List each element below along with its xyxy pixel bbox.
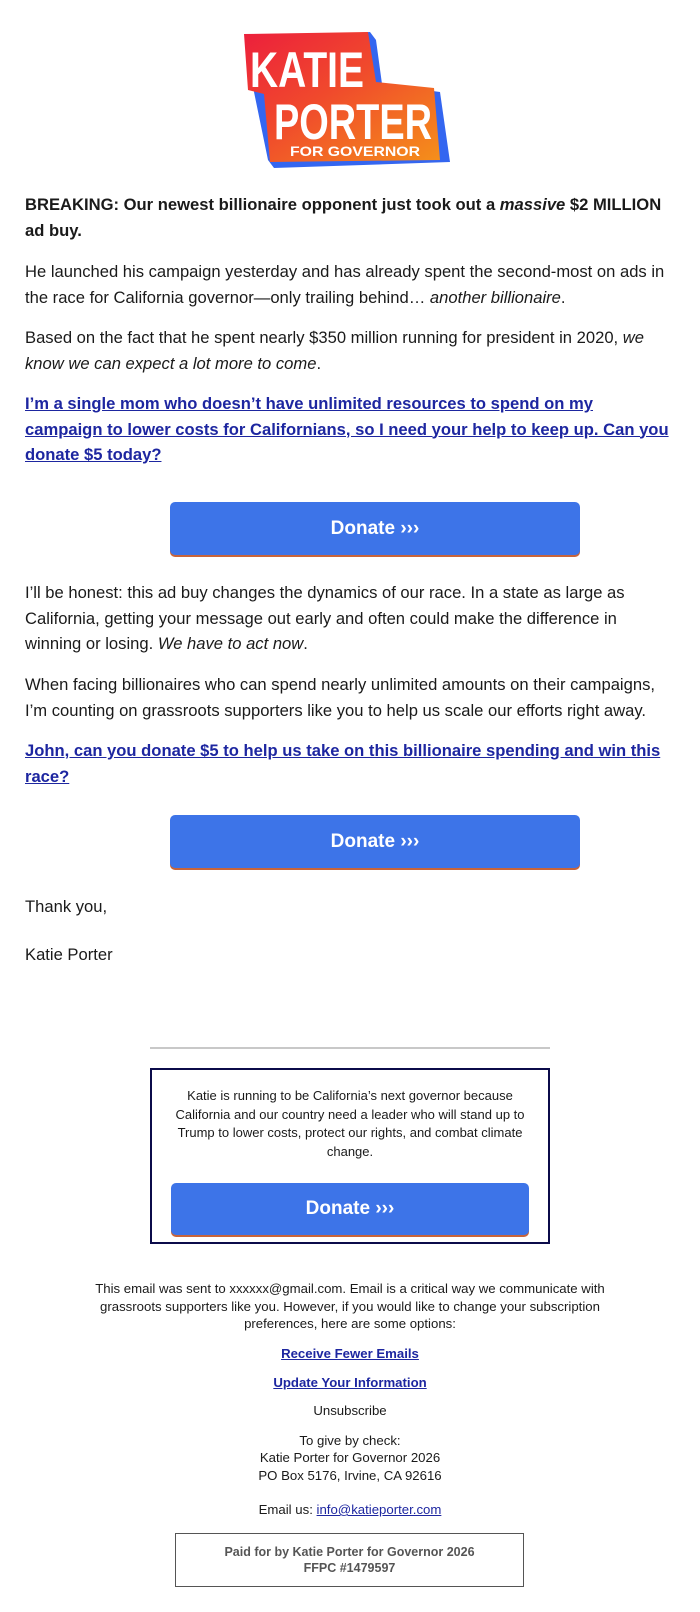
divider bbox=[150, 1047, 550, 1049]
paragraph-4: When facing billionaires who can spend nearly unlimited amounts on their campaigns, I’m counting on grassroots supporters like you to help us scale our efforts right away. bbox=[25, 675, 655, 720]
donate-callout-box bbox=[150, 1068, 550, 1244]
headline: BREAKING: Our newest billionaire opponent just took out a massive $2 MILLION ad buy. bbox=[25, 195, 662, 240]
donate-link-2[interactable]: John, can you donate $5 to help us take on this billionaire spending and win this race? bbox=[25, 741, 661, 786]
signature: Katie Porter bbox=[25, 945, 113, 964]
check-name: Katie Porter for Governor 2026 bbox=[259, 1450, 441, 1465]
callout-text: Katie is running to be California’s next governor because California and our country need a leader who will stand up to Trump to lower costs, protect our rights, and combat climate change. bbox=[175, 1088, 525, 1159]
update-information-link[interactable]: Update Your Information bbox=[273, 1375, 427, 1390]
paragraph-1: He launched his campaign yesterday and has already spent the second-most on ads in the race for California governor—only trailing behind… another billionaire. bbox=[25, 262, 665, 307]
subscription-notice: This email was sent to xxxxxx@gmail.com. Email is a critical way we communicate with grassroots supporters like you. However, if you would like to change your subscription preferences, here are some options: bbox=[95, 1281, 605, 1331]
email-us-label: Email us: bbox=[258, 1502, 317, 1517]
paragraph-2: Based on the fact that he spent nearly $350 million running for president in 2020, we know we can expect a lot more to come. bbox=[25, 328, 644, 373]
campaign-logo bbox=[244, 32, 450, 168]
logo-line-3: FOR GOVERNOR bbox=[290, 143, 420, 159]
donate-button-2[interactable]: Donate ››› bbox=[170, 815, 580, 868]
check-address: PO Box 5176, Irvine, CA 92616 bbox=[258, 1468, 442, 1483]
paid-for-text: Paid for by Katie Porter for Governor 2026 bbox=[224, 1545, 475, 1559]
email-us bbox=[0, 1501, 700, 1519]
donate-button-1[interactable]: Donate ››› bbox=[170, 502, 580, 555]
donate-button-3[interactable]: Donate ››› bbox=[171, 1183, 529, 1235]
thank-you: Thank you, bbox=[25, 897, 108, 916]
paragraph-3: I’ll be honest: this ad buy changes the dynamics of our race. In a state as large as California, getting your message out early and often could make the difference in winning or losing. We have to act now. bbox=[25, 583, 625, 653]
logo-line-1: KATIE bbox=[250, 42, 364, 98]
update-info-row bbox=[0, 1374, 700, 1392]
fppc-number: FFPC #1479597 bbox=[303, 1561, 396, 1575]
receive-fewer-emails-link[interactable]: Receive Fewer Emails bbox=[281, 1346, 419, 1361]
donate-link-1[interactable]: I’m a single mom who doesn’t have unlimited resources to spend on my campaign to lower costs for Californians, so I need your help to keep up. Can you donate $5 today? bbox=[25, 394, 669, 464]
paid-for-box bbox=[175, 1533, 524, 1587]
email-link[interactable]: info@katieporter.com bbox=[316, 1502, 442, 1517]
unsubscribe-link[interactable]: Unsubscribe bbox=[313, 1403, 387, 1418]
fewer-emails-row bbox=[0, 1345, 700, 1363]
logo-line-2: PORTER bbox=[274, 94, 432, 150]
check-label: To give by check: bbox=[299, 1433, 401, 1448]
